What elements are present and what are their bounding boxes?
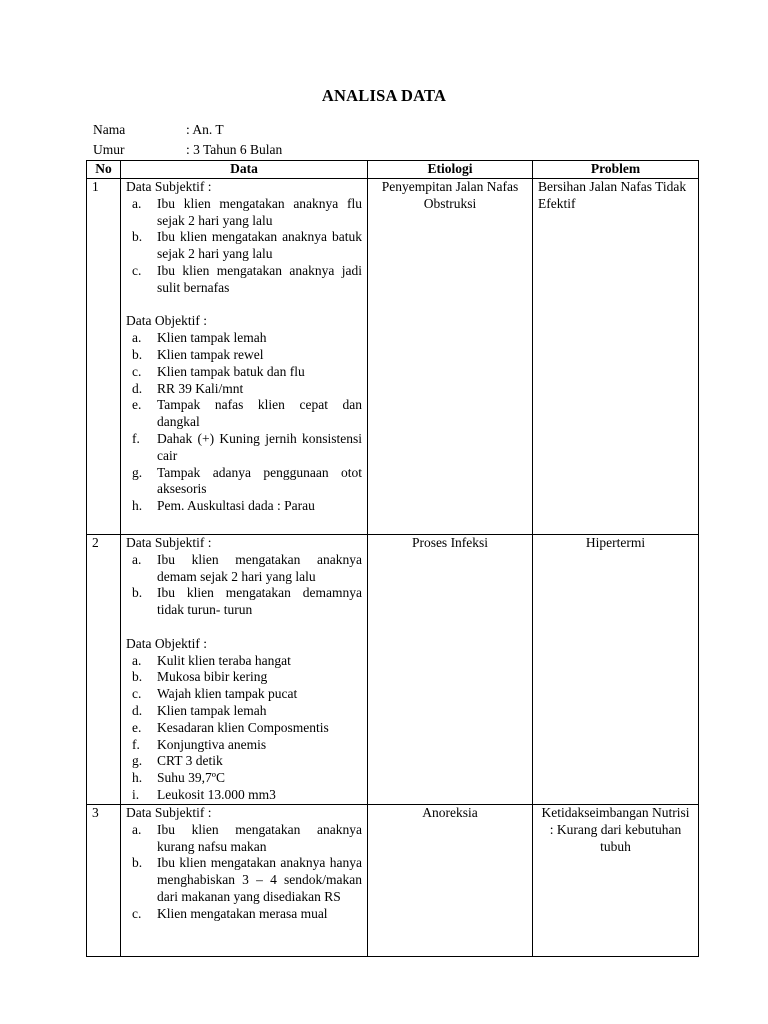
list-item: b. Ibu klien mengatakan anaknya batuk sejak 2 hari yang lalu <box>132 229 362 262</box>
patient-age-value: : 3 Tahun 6 Bulan <box>186 142 283 157</box>
list-item: a. Ibu klien mengatakan anaknya flu sejak 2 hari yang lalu <box>132 195 362 228</box>
list-item: e. Kesadaran klien Composmentis <box>132 719 329 735</box>
list-item: a. Klien tampak lemah <box>132 330 267 346</box>
data-cell <box>121 179 368 535</box>
list-item: b. Mukosa bibir kering <box>132 669 268 685</box>
list-item: g. CRT 3 detik <box>132 753 223 769</box>
patient-age-line <box>93 141 282 158</box>
header-problem: Problem <box>533 161 699 179</box>
header-etiologi: Etiologi <box>368 161 533 179</box>
data-cell <box>121 805 368 957</box>
list-item: h. Pem. Auskultasi dada : Parau <box>132 498 315 514</box>
list-item: a. Kulit klien teraba hangat <box>132 652 291 668</box>
etiologi-cell: Proses Infeksi <box>368 535 533 805</box>
table-row <box>87 179 699 535</box>
header-no: No <box>87 161 121 179</box>
header-data: Data <box>121 161 368 179</box>
list-item: b. Klien tampak rewel <box>132 346 264 362</box>
patient-name-label: Nama <box>93 122 126 137</box>
list-item: e. Tampak nafas klien cepat dan dangkal <box>132 397 362 430</box>
list-item: a. Ibu klien mengatakan anaknya demam sejak 2 hari yang lalu <box>132 551 362 584</box>
list-item: f. Konjungtiva anemis <box>132 736 267 752</box>
list-item: c. Wajah klien tampak pucat <box>132 686 298 702</box>
analysis-table <box>86 160 699 957</box>
list-item: h. Suhu 39,7ºC <box>132 770 225 786</box>
subjective-label: Data Subjektif : <box>126 805 212 820</box>
objective-label: Data Objektif : <box>126 635 207 651</box>
list-item: a. Ibu klien mengatakan anaknya kurang nafsu makan <box>132 821 362 854</box>
list-item: c. Klien tampak batuk dan flu <box>132 363 305 379</box>
problem-cell: Bersihan Jalan Nafas Tidak Efektif <box>533 179 699 535</box>
list-item: d. RR 39 Kali/mnt <box>132 380 244 396</box>
problem-cell: Ketidakseimbangan Nutrisi : Kurang dari kebutuhan tubuh <box>533 805 699 957</box>
data-cell <box>121 535 368 805</box>
list-item: g. Tampak adanya penggunaan otot aksesoris <box>132 464 362 497</box>
table-header-row <box>87 161 699 179</box>
patient-age-label: Umur <box>93 142 125 157</box>
objective-list <box>126 653 362 804</box>
list-item: b. Ibu klien mengatakan demamnya tidak turun- turun <box>132 585 362 618</box>
subjective-list <box>126 196 362 297</box>
list-item: b. Ibu klien mengatakan anaknya hanya menghabiskan 3 – 4 sendok/makan dari makanan yang disediakan RS <box>132 855 362 904</box>
row-number: 2 <box>87 535 121 805</box>
subjective-label: Data Subjektif : <box>126 535 212 550</box>
objective-label: Data Objektif : <box>126 313 207 329</box>
page-title: ANALISA DATA <box>321 86 447 105</box>
list-item: d. Klien tampak lemah <box>132 702 267 718</box>
problem-cell: Hipertermi <box>533 535 699 805</box>
patient-name-line <box>93 121 224 138</box>
row-number: 1 <box>87 179 121 535</box>
list-item: c. Klien mengatakan merasa mual <box>132 905 328 921</box>
table-row <box>87 535 699 805</box>
patient-name-value: : An. T <box>186 122 224 137</box>
objective-list <box>126 330 362 515</box>
etiologi-cell: Penyempitan Jalan Nafas Obstruksi <box>368 179 533 535</box>
subjective-list <box>126 552 362 619</box>
row-number: 3 <box>87 805 121 957</box>
list-item: f. Dahak (+) Kuning jernih konsistensi cair <box>132 430 362 463</box>
subjective-list <box>126 822 362 923</box>
table-row <box>87 805 699 957</box>
list-item: i. Leukosit 13.000 mm3 <box>132 786 276 802</box>
subjective-label: Data Subjektif : <box>126 179 212 194</box>
etiologi-cell: Anoreksia <box>368 805 533 957</box>
list-item: c. Ibu klien mengatakan anaknya jadi sulit bernafas <box>132 262 362 295</box>
